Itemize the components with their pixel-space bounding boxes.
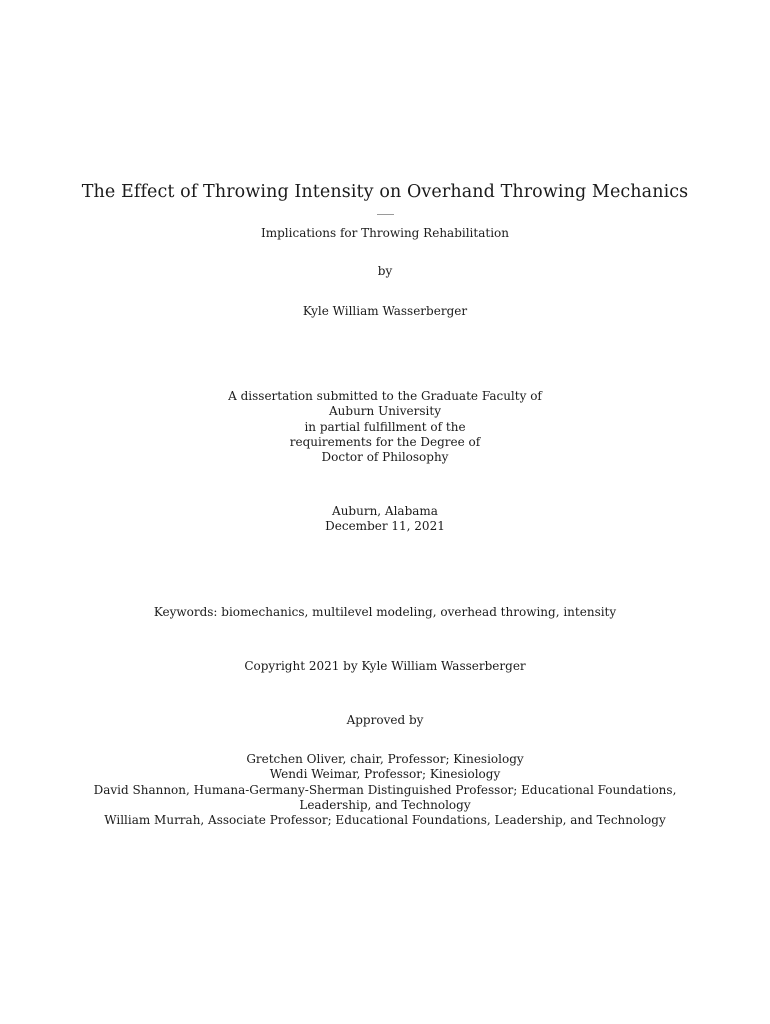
statement-line: requirements for the Degree of bbox=[289, 434, 481, 449]
committee-member: Gretchen Oliver, chair, Professor; Kinesiology bbox=[246, 752, 524, 766]
committee-member: Leadership, and Technology bbox=[299, 797, 471, 812]
approved-by-label: Approved by bbox=[346, 713, 424, 727]
author-name: Kyle William Wasserberger bbox=[302, 304, 468, 318]
location: Auburn, Alabama bbox=[332, 504, 438, 518]
dissertation-title: The Effect of Throwing Intensity on Overhand Throwing Mechanics bbox=[81, 182, 689, 202]
by-line: by bbox=[377, 264, 393, 278]
committee-member: Wendi Weimar, Professor; Kinesiology bbox=[269, 767, 501, 782]
submission-date: December 11, 2021 bbox=[325, 519, 445, 534]
statement-line: Doctor of Philosophy bbox=[321, 450, 449, 465]
committee-list bbox=[0, 752, 770, 828]
committee-member: William Murrah, Associate Professor; Educational Foundations, Leadership, and Technology bbox=[104, 813, 666, 828]
committee-member: David Shannon, Humana-Germany-Sherman Distinguished Professor; Educational Foundations, bbox=[93, 782, 677, 797]
copyright-notice: Copyright 2021 by Kyle William Wasserberger bbox=[244, 659, 526, 673]
place-and-date bbox=[0, 504, 770, 535]
title-divider bbox=[377, 214, 394, 215]
dissertation-subtitle: Implications for Throwing Rehabilitation bbox=[261, 226, 509, 240]
keywords: Keywords: biomechanics, multilevel modeling, overhead throwing, intensity bbox=[153, 605, 617, 619]
statement-line: Auburn University bbox=[329, 404, 441, 419]
statement-line: A dissertation submitted to the Graduate Faculty of bbox=[228, 389, 542, 403]
statement-line: in partial fulfillment of the bbox=[304, 419, 466, 434]
submission-statement bbox=[0, 389, 770, 465]
